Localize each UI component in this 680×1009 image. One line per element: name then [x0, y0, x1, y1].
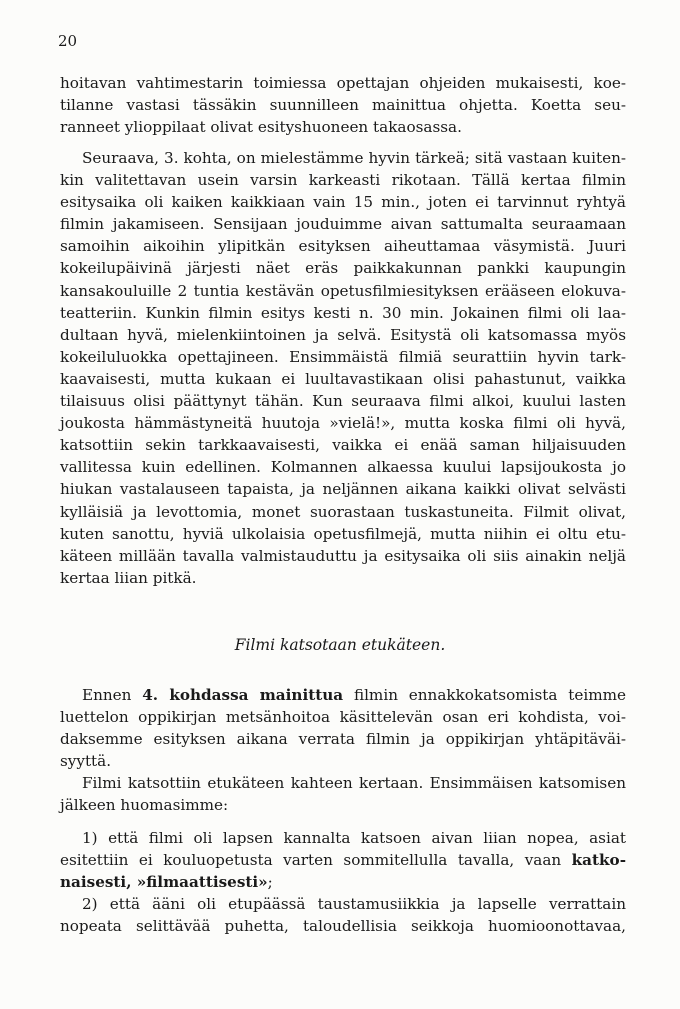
text-line: käteen millään tavalla valmistauduttu ja esitysaika oli siis ainakin neljä: [60, 546, 626, 565]
text-line: kaavaisesti, mutta kukaan ei luultavastikaan olisi pahastunut, vaikka: [60, 369, 626, 388]
text-line: samoihin aikoihin ylipitkän esityksen aiheuttamaa väsymistä. Juuri: [60, 237, 626, 256]
text-line: 2) että ääni oli etupäässä taustamusiikkia ja lapselle verrattain: [82, 895, 626, 913]
text-segment: esitettiin ei kouluopetusta varten sommitellulla tavalla, vaan: [60, 851, 572, 870]
text-line: jälkeen huomasimme:: [60, 796, 229, 815]
list-item-2: [60, 893, 626, 937]
text-segment: luettelon oppikirjan metsänhoitoa käsittelevän osan eri kohdista, voi-: [60, 708, 626, 727]
text-line: kuten sanottu, hyviä ulkolaisia opetusfilmejä, mutta niihin ei oltu etu-: [60, 524, 626, 543]
text-line: filmin jakamiseen. Sensijaan jouduimme aivan sattumalta seuraamaan: [60, 215, 626, 234]
text-segment: 1) että filmi oli lapsen kannalta katsoen aivan liian nopea, asiat: [82, 829, 626, 847]
paragraph-point-3: [60, 147, 626, 589]
text-line: kansakouluille 2 tuntia kestävän opetusfilmiesityksen erääseen elokuva-: [60, 281, 626, 300]
paragraph-point-4: [60, 684, 626, 772]
section-heading: Filmi katsotaan etukäteen.: [234, 636, 446, 654]
emphasis-text: naisesti, »filmaattisesti»: [60, 873, 268, 892]
page-number: 20: [58, 32, 78, 50]
text-line: vallitessa kuin edellinen. Kolmannen alkaessa kuului lapsijoukosta jo: [60, 458, 626, 477]
text-line: hiukan vastalauseen tapaista, ja neljännen aikana kaikki olivat selvästi: [60, 480, 626, 499]
text-line: kokeiluluokka opettajineen. Ensimmäistä filmiä seurattiin hyvin tark-: [60, 347, 626, 366]
text-line: kokeilupäivinä järjesti näet eräs paikkakunnan pankki kaupungin: [60, 259, 626, 278]
text-line: ranneet ylioppilaat olivat esityshuoneen takaosassa.: [60, 118, 462, 137]
text-line: [60, 706, 626, 728]
text-line: tilaisuus olisi päättynyt tähän. Kun seuraava filmi alkoi, kuului lasten: [60, 392, 626, 411]
text-segment: ;: [267, 873, 273, 892]
text-segment: syyttä.: [60, 752, 112, 771]
text-line: [60, 728, 626, 750]
text-line: kylläisiä ja levottomia, monet suorastaan tuskastuneita. Filmit olivat,: [60, 502, 626, 521]
text-line: hoitavan vahtimestarin toimiessa opettajan ohjeiden mukaisesti, koe-: [60, 74, 626, 92]
text-line: [60, 871, 626, 893]
text-segment: daksemme esityksen aikana verrata filmin ja oppikirjan yhtäpitäväi-: [60, 730, 626, 749]
emphasis-text: katko-: [571, 851, 626, 870]
text-line: kin valitettavan usein varsin karkeasti rikotaan. Tällä kertaa filmin: [60, 171, 626, 190]
text-line: teatteriin. Kunkin filmin esitys kesti n. 30 min. Jokainen filmi oli laa-: [60, 303, 626, 322]
text-line: Seuraava, 3. kohta, on mielestämme hyvin tärkeä; sitä vastaan kuiten-: [82, 149, 626, 167]
text-line: Filmi katsottiin etukäteen kahteen kertaan. Ensimmäisen katsomisen: [82, 774, 626, 792]
text-line: [60, 684, 626, 706]
text-line: [60, 827, 626, 849]
text-line: [60, 849, 626, 871]
emphasis-text: 4. kohdassa mainittua: [142, 686, 344, 704]
text-line: katsottiin sekin tarkkaavaisesti, vaikka ei enää saman hiljaisuuden: [60, 436, 626, 455]
text-line: [60, 750, 626, 772]
text-line: esitysaika oli kaiken kaikkiaan vain 15 min., joten ei tarvinnut ryhtyä: [60, 193, 626, 212]
text-segment: filmin ennakkokatsomista teimme: [343, 686, 626, 704]
text-line: nopeata selittävää puhetta, taloudellisia seikkoja huomioonottavaa,: [60, 917, 626, 936]
list-item-1: [60, 827, 626, 893]
text-line: dultaan hyvä, mielenkiintoinen ja selvä. Esitystä oli katsomassa myös: [60, 325, 626, 344]
text-segment: Ennen: [82, 686, 143, 704]
text-line: kertaa liian pitkä.: [60, 568, 197, 587]
paragraph-continuation: [60, 72, 626, 138]
paragraph-preview: [60, 772, 626, 816]
text-line: joukosta hämmästyneitä huutoja »vielä!», mutta koska filmi oli hyvä,: [60, 414, 626, 433]
text-line: tilanne vastasi tässäkin suunnilleen mainittua ohjetta. Koetta seu-: [60, 96, 626, 115]
